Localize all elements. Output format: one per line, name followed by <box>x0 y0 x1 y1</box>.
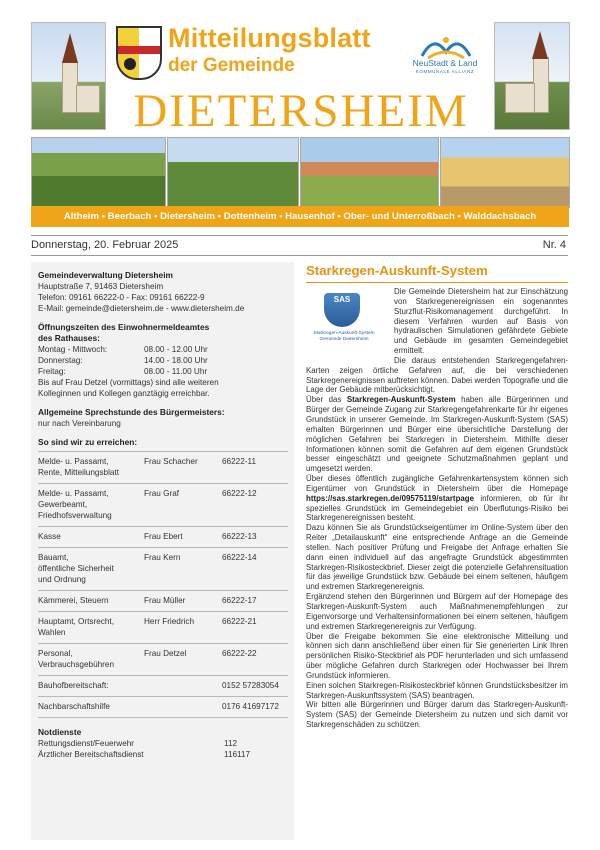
building-photo <box>440 137 570 208</box>
contact-phone: 66222-11 <box>222 457 256 466</box>
vineyard-photo <box>31 137 166 208</box>
sas-logo: SAS Starkregen-Auskunft-System Gemeinde Dietersheim <box>313 295 375 342</box>
contact-row <box>38 697 288 718</box>
contact-row <box>38 644 288 676</box>
contact-phone: 66222-14 <box>222 553 257 562</box>
hours-title-2: des Rathauses: <box>38 333 100 343</box>
contact-person: Herr Friedrich <box>144 617 195 626</box>
contact-row <box>38 452 288 484</box>
article-paragraph: Die daraus entstehenden Starkregengefahren-Karten zeigen örtliche Gefahren auf, die bei verschiedenen Starkregenereignissen auftreten können. Dabei werden Topografie und die Lage der Gebäude mitberücksichtigt. <box>306 355 568 395</box>
contact-area: Personal, Verbrauchsgebühren <box>38 649 115 669</box>
contact-person: Frau Schacher <box>144 457 198 466</box>
admin-block <box>38 270 288 314</box>
contact-area: Hauptamt, Ortsrecht, Wahlen <box>38 617 114 637</box>
masthead-title: Mitteilungsblatt <box>168 23 371 53</box>
dateline <box>31 235 568 256</box>
contact-phone: 66222-12 <box>222 489 257 498</box>
admin-email: E-Mail: gemeinde@dietersheim.de - www.dietersheim.de <box>38 304 245 313</box>
mayor-text: nur nach Vereinbarung <box>38 419 121 428</box>
article-paragraph: Dazu können Sie als Grundstückseigentümer im Online-System über den Reiter „Detailauskunft“ eine entsprechende Anfrage an die Gemeinde stellen. Nach positiver Prüfung und Freigabe der Anfrage erhalten Sie dann einen individuell auf das angefragte Grundstück abgestimmten Starkregen-Risikosteckbrief. Dieser zeigt die potenzielle Gefahrensituation für das jeweilige Grundstück bzw. Gebäude bei einem seltenen, häufigem und extremen Starkregenereignis. <box>306 523 568 592</box>
article-paragraph: Über dieses öffentlich zugängliche Gefahrenkartensystem können sich Eigentümer von Grundstück in Dietersheim über die Homepage https://sas.starkregen.de/09575119/startpage informieren, ob für ihr spezielles Grundstück im Gemeindegebiet ein Überflutungs-Risiko bei Starkregenereignissen besteht. <box>306 474 568 523</box>
hours-row: Montag - Mittwoch: 08.00 - 12.00 Uhr <box>38 345 208 354</box>
article <box>306 262 568 730</box>
article-paragraph: Ergänzend stehen den Bürgerinnen und Bürgern auf der Homepage des Starkregen-Auskunft-System auch Maßnahmenempfehlungen zur Eigenvorsorge und Verhaltensinformationen bei einem seltenen, häufigem und extremen Starkregenereignis zur Verfügung. <box>306 592 568 631</box>
municipality-name: DIETERSHEIM <box>133 85 469 137</box>
article-paragraph: Die Gemeinde Dietersheim hat zur Einschätzung von Starkregenereignissen ein sogenanntes Sturzflut-Risikomanagement durchgeführt. In diesem Verfahren wurden auf Basis von hydraulischen Simulationen gefährdete Gebiete und Gebäude im gesamten Gemeindegebiet ermittelt. <box>394 287 568 356</box>
sas-url-link[interactable]: https://sas.starkregen.de/09575119/startpage <box>306 493 474 503</box>
contact-person: Frau Detzel <box>144 649 187 658</box>
article-paragraph: Über das Starkregen-Auskunft-System haben alle Bürgerinnen und Bürger der Gemeinde Zugang zur Starkregengefahrenkarte für ihr eigenes Grundstück in unserer Gemeinde. Im Starkregen-Auskunft-System (SAS) erhalten Bürgerinnen und Bürger eine übersichtliche Darstellung der möglichen Gefahren bei Starkregen in Dietersheim. Mithilfe dieser Informationen können somit die Gefahren auf dem eigenen Grundstück besser eingeschätzt und geeignete Schutzmaßnahmen geplant und umgesetzt werden. <box>306 395 568 474</box>
hours-title: Öffnungszeiten des Einwohnermeldeamtes <box>38 322 210 332</box>
issue-date: Donnerstag, 20. Februar 2025 <box>31 239 179 251</box>
village-photo <box>300 137 439 208</box>
emergency-block <box>38 727 288 760</box>
article-paragraph: Wir bitten alle Bürgerinnen und Bürger darum das Starkregen-Auskunft-System (SAS) der Gemeinde Dietersheim zu nutzen und sich damit vor Starkregenschäden zu schützen. <box>306 700 568 730</box>
hours-row: Freitag: 08.00 - 11.00 Uhr <box>38 367 208 376</box>
contact-person: Frau Ebert <box>144 532 183 541</box>
town-list-bar: Altheim • Beerbach • Dietersheim • Dottenheim • Hausenhof • Ober- und Unterroßbach • Walddachsbach <box>31 206 569 227</box>
contact-row <box>38 484 288 527</box>
article-body <box>306 287 568 730</box>
contact-person: Frau Graf <box>144 489 180 498</box>
contact-phone: 66222-21 <box>222 617 257 626</box>
contact-row <box>38 676 288 697</box>
contact-area: Bauamt, öffentliche Sicherheit und Ordnung <box>38 553 114 584</box>
admin-phone: Telefon: 09161 66222-0 - Fax: 09161 66222-9 <box>38 293 205 302</box>
admin-address: Hauptstraße 7, 91463 Dietersheim <box>38 282 164 291</box>
contact-area: Melde- u. Passamt, Rente, Mitteilungsblatt <box>38 457 120 477</box>
hours-row: Donnerstag: 14.00 - 18.00 Uhr <box>38 356 208 365</box>
contacts-title: So sind wir zu erreichen: <box>38 437 138 447</box>
contact-person: Frau Kern <box>144 553 181 562</box>
emergency-title: Notdienste <box>38 727 82 737</box>
contact-row <box>38 612 288 644</box>
hours-block <box>38 322 288 399</box>
contact-row <box>38 591 288 612</box>
contact-row <box>38 527 288 548</box>
mayor-title: Allgemeine Sprechstunde des Bürgermeisters: <box>38 407 225 417</box>
contact-area: Nachbarschaftshilfe <box>38 702 110 711</box>
contact-phone: 66222-13 <box>222 532 257 541</box>
landscape-photo <box>167 137 299 208</box>
article-title: Starkregen-Auskunft-System <box>306 263 488 278</box>
article-paragraph: Über die Freigabe bekommen Sie eine elektronische Mitteilung und können sich dann anschließend über einen für Sie generierten Link Ihren persönlichen Risiko-Steckbrief als PDF herunterladen und sich umfassend über mögliche Gefahren durch Starkregen oder Hochwasser bei Ihrem Grundstück informieren. <box>306 631 568 680</box>
admin-title: Gemeindeverwaltung Dietersheim <box>38 270 173 280</box>
contact-area: Melde- u. Passamt, Gewerbeamt, Friedhofsverwaltung <box>38 489 112 520</box>
issue-number: Nr. 4 <box>542 239 566 251</box>
contact-area: Bauhofbereitschaft: <box>38 681 109 690</box>
sas-shield-icon: SAS <box>324 293 360 327</box>
church-photo-right <box>494 22 570 130</box>
article-paragraph: Einen solchen Starkregen-Risikosteckbrief können Grundstücksbesitzer im Starkregen-Auskunftssystem (SAS) beantragen. <box>306 680 568 700</box>
article-rule <box>306 282 568 283</box>
emergency-row: Ärztlicher Bereitschaftsdienst 116117 <box>38 750 251 759</box>
contact-row <box>38 548 288 591</box>
hours-note: Bis auf Frau Detzel (vormittags) sind alle weiteren <box>38 378 219 387</box>
contact-phone: 66222-17 <box>222 596 257 605</box>
contact-person: Frau Müller <box>144 596 186 605</box>
logo-tagline: KOMMUNALE ALLIANZ <box>415 69 475 74</box>
contact-phone: 0176 41697172 <box>222 702 279 711</box>
coat-of-arms-icon <box>116 26 162 80</box>
contact-area: Kämmerei, Steuern <box>38 596 109 605</box>
mayor-block <box>38 407 288 429</box>
emergency-row: Rettungsdienst/Feuerwehr 112 <box>38 739 238 748</box>
masthead <box>0 0 600 232</box>
contact-phone: 0152 57283054 <box>222 681 279 690</box>
church-photo-left <box>31 22 106 130</box>
logo-name: NeuStadt & Land <box>412 58 478 68</box>
info-box <box>31 262 294 840</box>
contact-phone: 66222-22 <box>222 649 257 658</box>
hours-note-2: Kolleginnen und Kollegen ganztägig erreichbar. <box>38 389 210 398</box>
contacts-table <box>38 451 288 718</box>
masthead-subtitle: der Gemeinde <box>168 55 295 76</box>
contact-area: Kasse <box>38 532 61 541</box>
